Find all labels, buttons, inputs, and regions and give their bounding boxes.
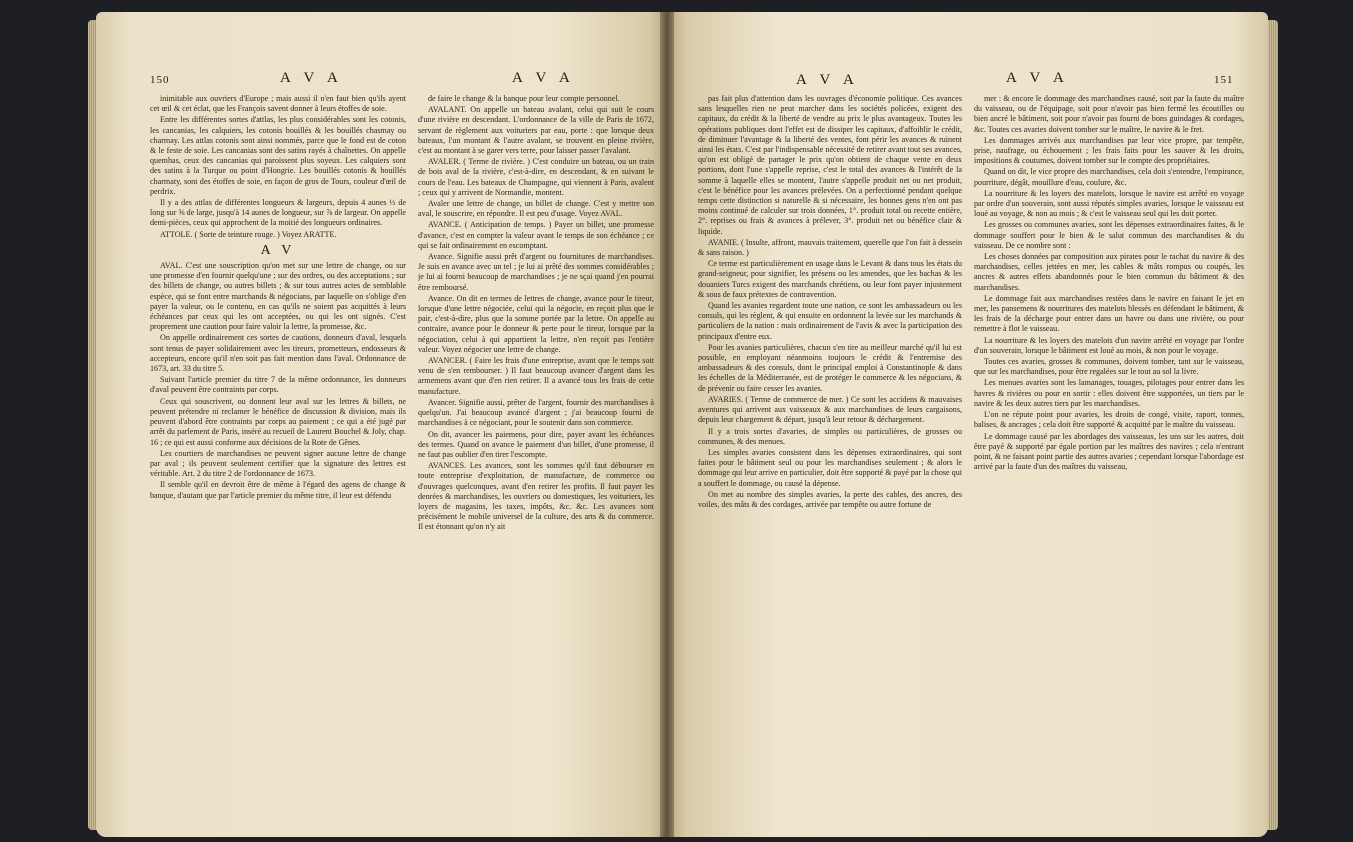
paragraph: Le dommage fait aux marchandises restées dans le navire en faisant le jet en mer, les pansemens & nourritures des matelots blessés en défendant le bâtiment, & les frais de la décharge pour entrer dans un havre ou dans une rivière, ou pour remettre à flot le vaisseau. [974,293,1244,334]
paragraph: La nourriture & les loyers des matelots, lorsque le navire est arrêté en voyage par ordre d'un souverain, sont aussi réputés simples avaries, lorsque le vaisseau est loué au voyage, & non au mois ; & c'est le vaisseau seul qui les doit porter. [974,188,1244,219]
paragraph: Avaler une lettre de change, un billet de change. C'est y mettre son aval, le souscrire, en répondre. Il est peu d'usage. Voyez AVAL. [418,199,654,219]
paragraph: Toutes ces avaries, grosses & communes, doivent tomber, tant sur le vaisseau, que sur les marchandises, pour être regalées sur le tout au sol la livre. [974,357,1244,377]
paragraph: Quand on dit, le vice propre des marchandises, cela doit s'entendre, l'empirance, pourriture, dégât, mouillure d'eau, coulure, &c. [974,167,1244,187]
paragraph: AVALER. ( Terme de rivière. ) C'est conduire un bateau, ou un train de bois aval de la rivière, c'est-à-dire, en descendant, & en suivant le cours de l'eau. Les bateaux de Champagne, qui viennent à Paris, avalent ; ceux qui y arrivent de Normandie, montent. [418,157,654,197]
right-column-1 [698,94,962,824]
paragraph: Les courtiers de marchandises ne peuvent signer aucune lettre de change par aval ; ils peuvent seulement certifier que la signature des lettres est véritable. Art. 2 du titre 2 de l'ordonnance de 1673. [150,448,406,479]
paragraph: inimitable aux ouvriers d'Europe ; mais aussi il n'en faut bien qu'ils ayent cet œil & cet éclat, que les François savent donner à leurs étoffes de soie. [150,94,406,114]
left-page-number: 150 [150,74,170,86]
paragraph: Avancer. Signifie aussi, prêter de l'argent, fournir des marchandises à quelqu'un. J'ai beaucoup avancé d'argent ; j'ai beaucoup fourni de marchandises à ce négociant, pour le soutenir dans son commerce. [418,397,654,428]
paragraph: L'on ne répute point pour avaries, les droits de congé, visite, raport, tonnes, balises, & ancrages ; cela doit être supporté & acquitté par le maître du vaisseau. [974,410,1244,430]
paragraph: Il y a trois sortes d'avaries, de simples ou particulières, de grosses ou communes, & des menues. [698,426,962,446]
paragraph: Quand les avanies regardent toute une nation, ce sont les ambassadeurs ou les consuls, qui les règlent, & qui ensuite en ordonnent la levée sur les marchands & particuliers de la nation : mais ordinairement de l'avis & avec la participation des principaux d'entre eux. [698,301,962,341]
right-page [668,12,1268,837]
paragraph: Ce terme est particulièrement en usage dans le Levant & dans tous les états du grand-seigneur, pour signifier, les présens ou les amendes, que les bachas & les douaniers Turcs exigent des marchands chrétiens, ou leur font payer injustement & sous de faux prétextes de contravention. [698,259,962,299]
paragraph: Les grosses ou communes avaries, sont les dépenses extraordinaires faites, & le dommage souffert pour le bien & le salut commun des marchandises & du vaisseau. De ce nombre sont : [974,220,1244,250]
paragraph: Le dommage causé par les abordages des vaisseaux, les uns sur les autres, doit être payé & supporté par égale portion par les maîtres des navires ; cela n'entrant point, & ne faisant point partie des autres avaries ; cependant lorsque l'abordage est arrivé par la faute d'un des maîtres du vaisseau, [974,431,1244,472]
paragraph: On dit, avancer les paiemens, pour dire, payer avant les échéances des termes. Quand on avance le paiement d'un billet, d'une promesse, il ne faut pas oublier d'en tirer l'escompte. [418,429,654,459]
paragraph: Il semble qu'il en devroit être de même à l'égard des agens de change & banque, d'autant que par l'article premier du même titre, il leur est défendu [150,480,406,500]
paragraph: Avance. Signifie aussi prêt d'argent ou fournitures de marchandises. Je suis en avance avec un tel ; je lui ai prêté des sommes considérables ; je lui ai fourni beaucoup de marchandises ; je ne sçai quand j'en pourrai être remboursé. [418,252,654,292]
paragraph: Suivant l'article premier du titre 7 de la même ordonnance, les donneurs d'aval peuvent être contraints par corps. [150,375,406,395]
paragraph: de faire le change & la banque pour leur compte personnel. [428,94,620,103]
paragraph: AVANIE. ( Insulte, affront, mauvais traitement, querelle que l'on fait à dessein & sans raison. ) [698,237,962,258]
paragraph: AVAL. C'est une souscription qu'on met sur une lettre de change, ou sur une promesse d'en fournir quelqu'une ; sur des ordres, ou des acceptations ; sur des billets de change, ou autres billets ; & sur tous autres actes de semblable espèce, qui se font entre marchands & négocians, par laquelle on s'oblige d'en payer la valeur, ou le contenu, en cas qu'ils ne soient pas acquittés à leurs échéances par ceux qui les ont acceptées, ou qui les ont signés. C'est proprement une caution pour faire valoir la lettre, la promesse, &c. [150,261,406,332]
left-running-head-2: A V A [512,70,575,86]
paragraph: pas fait plus d'attention dans les ouvrages d'économie politique. Ces avances sans lesquelles rien ne peut marcher dans les sociétés policées, exigent des capitaux, du crédit & la liberté de vendre au prix le plus avantageux. Toutes les opérations publiques dont l'effet est de dissiper les capitaux, d'affoiblir le crédit, de diminuer l'avantage & la liberté des ventes, font périr les avances & ruinent ainsi les états. C'est par l'indispensable nécessité de retirer avant tout ses avances, qu'on est obligé de partager le prix qu'on obtient de chaque vente en deux portions, dont l'une s'appelle reprise, c'est le total des avances & l'intérêt de la somme à laquelle elles se montent, l'autre s'appelle produit net ou net produit, c'est le bénéfice pour les avances prélevées. On a perfectionné pendant quelque temps cette distinction si naturelle & si nécessaire, les bonnes gens n'en ont pas moins continué de calculer sur trois données, 1°. produit total ou recette entière, 2°. reprises ou frais & avances à prélever, 3°. produit net ou bénéfice clair & liquide. [698,94,962,236]
paragraph: ATTOLE. ( Sorte de teinture rouge. ) Voyez ARATTE. [160,229,337,239]
paragraph: mer : & encore le dommage des marchandises causé, soit par la faute du maître du vaisseau, ou de l'équipage, soit pour n'avoir pas bien fermé les écoutilles ou bien ancré le bâtiment, soit pour n'avoir pas fourni de bons guindages & cordages, &c. Toutes ces avaries doivent tomber sur le maître, le navire & le fret. [974,94,1244,134]
paragraph: Les simples avaries consistent dans les dépenses extraordinaires, qui sont faites pour le bâtiment seul ou pour les marchandises seulement ; & alors le dommage qui leur arrive en particulier, doit être supporté & payé par la chose qui a souffert le dommage, ou causé la dépense. [698,447,962,488]
section-heading: A V [260,242,296,258]
paragraph: Entre les différentes sortes d'attlas, les plus considérables sont les cotonis, les cancanias, les calquiers, les cotonis bouillés & les bouillés chasmay ou charmay. Les attlas cotonis sont ainsi nommés, parce que le fond est de coton & le feste de soie. Les cancanias sont des satins rayés à chaînettes. On appelle quemhas, ceux des cancanias qui paroissent plus soyeux. Les calquiers sont des satins à la Turque ou point d'Hongrie. Les bouillés cotonis & bouillés charmaty, sont des étoffes de soie, en façon de gros de Tours, couleur d'œil de perdrix. [150,115,406,196]
paragraph: Il y a des attlas de différentes longueurs & largeurs, depuis 4 aunes ½ de long sur ⅝ de large, jusqu'à 14 aunes de longueur, sur ⅞ de largeur. On appelle demi-pièces, ceux qui approchent de la moitié des longueurs ordinaires. [150,198,406,228]
paragraph: On appelle ordinairement ces sortes de cautions, donneurs d'aval, lesquels sont tenus de payer solidairement avec les tireurs, prometteurs, endosseurs & accepteurs, encore qu'il n'en soit pas fait mention dans l'aval. Ordonnance de 1673, art. 33 du titre 5. [150,333,406,374]
paragraph: Pour les avanies particulières, chacun s'en tire au meilleur marché qu'il lui est possible, en employant néanmoins toujours le crédit & l'entremise des ambassadeurs & des consuls, dont le principal emploi à Constantinople & dans les échelles de la Méditerranée, est de protéger le commerce & les négocians, & de prévenir ou faire cesser les avanies. [698,342,962,393]
paragraph: AVANCE. ( Anticipation de temps. ) Payer un billet, une promesse d'avance, c'est en compter la valeur avant le temps de son échéance ; ce qui se fait ordinairement en escomptant. [418,220,654,250]
right-running-head-2: A V A [1006,70,1069,86]
left-column-2 [418,94,654,824]
left-running-head-1: A V A [280,70,343,86]
paragraph: Les dommages arrivés aux marchandises par leur vice propre, par tempête, prise, naufrage, ou échouement ; les frais faits pour les sauver & les droits, impositions & coutumes, doivent tomber sur le compte des propriétaires. [974,135,1244,166]
left-column-1 [150,94,406,824]
paragraph: AVALANT. On appelle un bateau avalant, celui qui suit le cours d'une rivière en descendant. L'ordonnance de la ville de Paris de 1672, servant de règlement aux voituriers par eau, porte : que lorsque deux bateaux, l'un montant & l'autre avalant, se trouvent en pleine rivière, c'est au montant à se garer vers terre, pour laisser passer l'avalant. [418,105,654,156]
book-gutter [660,12,674,837]
paragraph: AVANCER. ( Faire les frais d'une entreprise, avant que le temps soit venu de s'en rembourser. ) Il faut beaucoup avancer d'argent dans les armemens avant que d'en rien retirer. Il a avancé tous les frais de cette manufacture. [418,356,654,396]
paragraph: Les choses données par composition aux pirates pour le rachat du navire & des marchandises, celles jettées en mer, les cables & mâts rompus ou coupés, les ancres & autres effets abandonnés pour le bien commun du bâtiment & des marchandises. [974,252,1244,292]
paragraph: On met au nombre des simples avaries, la perte des cables, des ancres, des voiles, des mâts & des cordages, arrivée par tempête ou autre fortune de [698,489,962,509]
paragraph: AVARIES. ( Terme de commerce de mer. ) Ce sont les accidens & mauvaises aventures qui arrivent aux vaisseaux & aux marchandises de leurs cargaisons, depuis leur chargement & départ, jusqu'à leur retour & déchargement. [698,394,962,425]
paragraph: Les menues avaries sont les lamanages, touages, pilotages pour entrer dans les havres & rivières ou pour en sortir : elles doivent être supportées, un tiers par le navire & les deux autres tiers par les marchandises. [974,378,1244,408]
paragraph: Avance. On dit en termes de lettres de change, avance pour le tireur, lorsque d'une lettre négociée, celui qui la négocie, en reçoit plus que le pair, c'est-à-dire, plus que la somme portée par la lettre. On appelle au contraire, avance pour le donneur & perte pour le tireur, lorsque par la négociation, celui à qui appartient la lettre, n'en reçoit pas l'entière valeur. Voyez négocier une lettre de change. [418,293,654,354]
left-page [96,12,666,837]
right-running-head-1: A V A [796,72,859,88]
paragraph: Ceux qui souscrivent, ou donnent leur aval sur les lettres & billets, ne peuvent prétendre ni reclamer le bénéfice de discussion & division, mais ils peuvent d'abord être contraints par corps au paiement ; ce qui a été jugé par arrêt du parlement de Paris, inséré au recueil de Laurent Bouchel & Joly, chap. 16 ; ce qui est aussi conforme aux décisions de la Rote de Gênes. [150,396,406,447]
paragraph: La nourriture & les loyers des matelots d'un navire arrêté en voyage par l'ordre d'un souverain, lorsque le bâtiment est loué au mois, & non pour le voyage. [974,335,1244,355]
paragraph: AVANCES. Les avances, sont les sommes qu'il faut débourser en toute entreprise d'exploitation, de manufacture, de commerce ou d'ouvrages quelconques, avant d'en retirer les profits. Il faut payer les denrées & marchandises, les ouvriers ou domestiques, les voituriers, les loyers de magasins, les taxes, impôts, &c. &c. Les avances sont précisément le mobile universel de la culture, des arts & du commerce. Il est étonnant qu'on n'y ait [418,461,654,532]
right-page-number: 151 [1214,74,1234,86]
right-column-2 [974,94,1244,824]
